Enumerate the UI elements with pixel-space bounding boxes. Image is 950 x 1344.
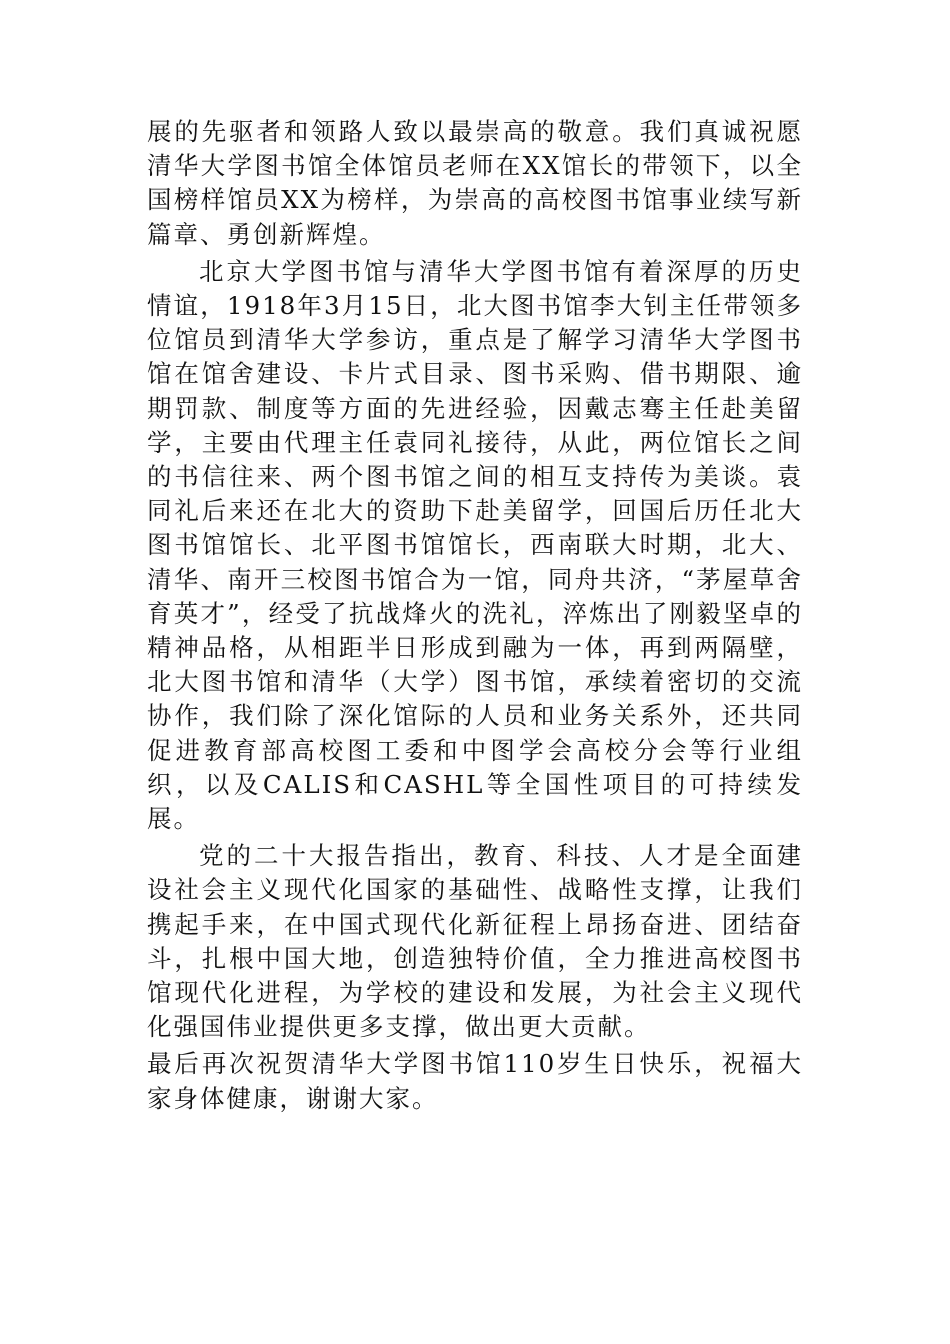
paragraph-closing-wishes: 展的先驱者和领路人致以最崇高的敬意。我们真诚祝愿清华大学图书馆全体馆员老师在XX馆长的带领下，以全国榜样馆员XX为榜样，为崇高的高校图书馆事业续写新篇章、勇创新辉煌。 (147, 117, 803, 249)
paragraph-final-congratulations: 最后再次祝贺清华大学图书馆110岁生日快乐，祝福大家身体健康，谢谢大家。 (147, 1049, 803, 1113)
paragraph-congress-report: 党的二十大报告指出，教育、科技、人才是全面建设社会主义现代化国家的基础性、战略性支撑，让我们携起手来，在中国式现代化新征程上昂扬奋进、团结奋斗，扎根中国大地，创造独特价值，全力推进高校图书馆现代化进程，为学校的建设和发展，为社会主义现代化强国伟业提供更多支撑，做出更大贡献。 (147, 841, 803, 1042)
document-page (147, 115, 803, 1119)
paragraph-history: 北京大学图书馆与清华大学图书馆有着深厚的历史情谊，1918年3月15日，北大图书馆李大钊主任带领多位馆员到清华大学参访，重点是了解学习清华大学图书馆在馆舍建设、卡片式目录、图书采购、借书期限、逾期罚款、制度等方面的先进经验，因戴志骞主任赴美留学，主要由代理主任袁同礼接待，从此，两位馆长之间的书信往来、两个图书馆之间的相互支持传为美谈。袁同礼后来还在北大的资助下赴美留学，回国后历任北大图书馆馆长、北平图书馆馆长，西南联大时期，北大、清华、南开三校图书馆合为一馆，同舟共济，“茅屋草舍育英才”，经受了抗战烽火的洗礼，淬炼出了刚毅坚卓的精神品格，从相距半日形成到融为一体，再到两隔壁，北大图书馆和清华（大学）图书馆，承续着密切的交流协作，我们除了深化馆际的人员和业务关系外，还共同促进教育部高校图工委和中图学会高校分会等行业组织，以及CALIS和CASHL等全国性项目的可持续发展。 (147, 256, 803, 834)
